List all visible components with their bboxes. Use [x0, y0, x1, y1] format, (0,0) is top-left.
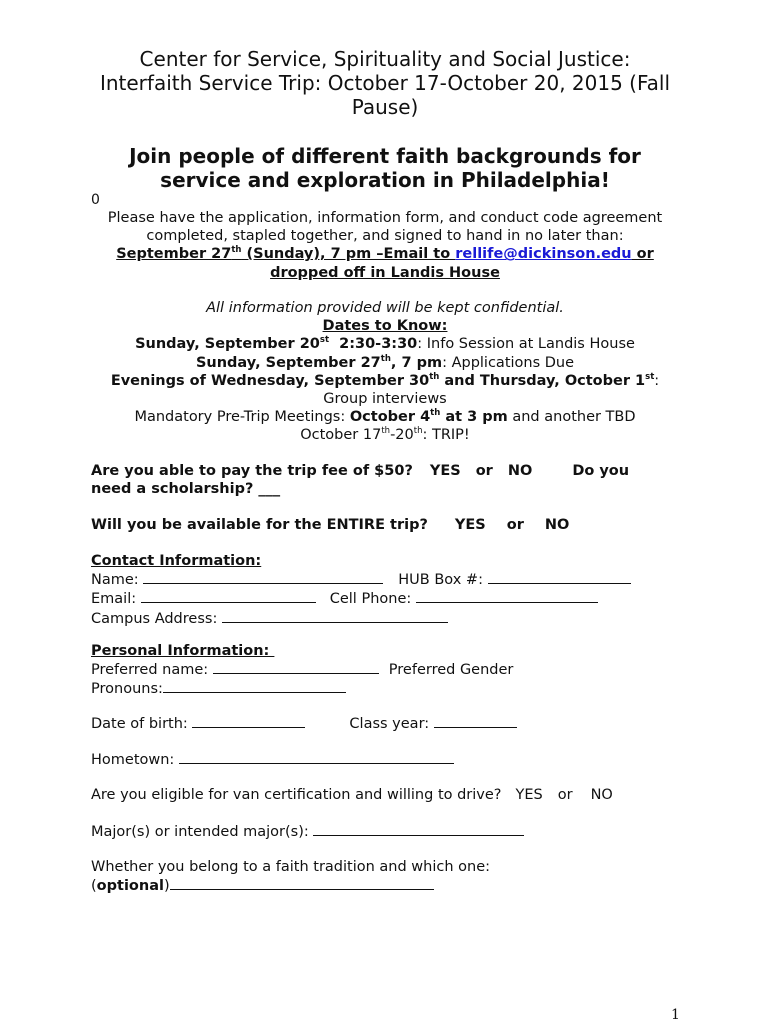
d1-desc: : Info Session at Landis House	[417, 336, 635, 353]
preferred-name-field[interactable]	[213, 660, 379, 674]
date-item-applications-due	[85, 354, 685, 372]
d4-sup: th	[430, 408, 441, 419]
hometown-label: Hometown:	[91, 752, 179, 768]
cell-phone-label: Cell Phone:	[329, 591, 416, 608]
van-no-option[interactable]: NO	[590, 787, 613, 803]
name-field[interactable]	[143, 570, 383, 584]
van-or-text: or	[557, 787, 573, 803]
van-question-text: Are you eligible for van certification and willing to drive?	[91, 787, 502, 803]
d2-time: , 7 pm	[390, 354, 443, 371]
deadline-sup: th	[231, 245, 242, 256]
name-row	[91, 570, 691, 589]
personal-section	[91, 642, 691, 699]
dropoff-line	[85, 264, 685, 282]
hometown-row	[91, 750, 691, 769]
major-label: Major(s) or intended major(s):	[91, 824, 314, 840]
fee-or-text: or	[475, 463, 493, 479]
hub-box-field[interactable]	[488, 570, 631, 584]
availability-or-text: or	[506, 517, 524, 533]
preferred-name-label: Preferred name:	[91, 662, 213, 679]
optional-close: )	[163, 878, 170, 895]
pronouns-row	[91, 679, 691, 698]
date-item-info-session	[85, 335, 685, 353]
date-item-interviews	[85, 372, 685, 390]
d5-b: -20	[390, 427, 414, 444]
availability-question	[91, 516, 691, 534]
deadline-rest: (Sunday), 7 pm –Email to	[241, 246, 456, 263]
instructions-line-1: Please have the application, information form, and conduct code agreement	[107, 210, 663, 226]
faith-question-text: Whether you belong to a faith tradition and which one:	[91, 859, 491, 875]
d3-b: and Thursday, October 1	[439, 372, 646, 389]
class-year-field[interactable]	[434, 714, 517, 728]
name-label: Name:	[91, 572, 144, 589]
dates-heading	[85, 317, 685, 335]
d1-time: 2:30-3:30	[329, 336, 418, 353]
title-line-2: Interfaith Service Trip: October 17-October 20, 2015 (Fall	[99, 71, 671, 95]
d4-d: and another TBD	[507, 409, 636, 426]
headline-line-2: service and exploration in Philadelphia!	[160, 168, 610, 192]
fee-question-line-1	[91, 462, 691, 480]
availability-yes-option[interactable]: YES	[454, 517, 486, 533]
email-link[interactable]: rellife@dickinson.edu	[455, 246, 632, 263]
d5-sup2: th	[413, 426, 423, 437]
campus-address-field[interactable]	[222, 609, 448, 623]
hometown-field[interactable]	[179, 750, 454, 764]
d3-sup2: st	[645, 371, 655, 382]
email-field[interactable]	[141, 589, 316, 603]
optional-label: optional	[96, 878, 164, 895]
scholarship-question-text: Do you	[572, 463, 630, 479]
d5-a: October 17	[300, 427, 382, 444]
major-row	[91, 822, 691, 841]
date-item-pretrip	[85, 408, 685, 426]
contact-heading: Contact Information:	[91, 553, 262, 569]
pronouns-label: Pronouns:	[91, 681, 163, 698]
scholarship-question-line-2[interactable]: need a scholarship? ___	[91, 481, 281, 498]
d5-c: : TRIP!	[422, 427, 470, 444]
deadline-date: September 27	[116, 246, 232, 263]
dob-label: Date of birth:	[91, 716, 193, 732]
preferred-name-row	[91, 660, 691, 679]
dates-section	[85, 299, 685, 445]
van-question	[91, 786, 691, 804]
instructions-line-2: completed, stapled together, and signed to hand in no later than:	[146, 228, 624, 245]
dropoff-text: dropped off in Landis House	[270, 264, 500, 281]
fee-question-text: Are you able to pay the trip fee of $50?	[91, 463, 413, 479]
d3-c: :	[654, 372, 660, 389]
d1-sup: st	[319, 335, 330, 346]
d4-c: at 3 pm	[440, 409, 508, 426]
headline-line-1: Join people of different faith backgrounds for	[129, 144, 641, 168]
major-field[interactable]	[313, 822, 524, 836]
d2-date: Sunday, September 27	[195, 354, 381, 371]
date-item-trip	[85, 426, 685, 444]
van-yes-option[interactable]: YES	[515, 787, 543, 803]
title-line-3: Pause)	[351, 95, 419, 119]
fee-question	[91, 462, 691, 498]
availability-question-text: Will you be available for the ENTIRE trip?	[91, 517, 428, 533]
hub-box-label: HUB Box #:	[398, 572, 488, 589]
form-title	[80, 47, 690, 119]
title-line-1: Center for Service, Spirituality and Social Justice:	[139, 47, 631, 71]
availability-no-option[interactable]: NO	[544, 517, 570, 533]
page-number: 1	[671, 1007, 680, 1023]
pronouns-field[interactable]	[163, 679, 346, 693]
d3-a: Evenings of Wednesday, September 30	[110, 372, 430, 389]
instructions	[85, 209, 685, 282]
headline	[80, 144, 690, 192]
fee-no-option[interactable]: NO	[507, 463, 533, 479]
dob-field[interactable]	[192, 714, 305, 728]
cell-phone-field[interactable]	[416, 589, 598, 603]
preferred-gender-label: Preferred Gender	[388, 662, 514, 679]
stray-zero: 0	[91, 192, 100, 208]
campus-address-row	[91, 609, 691, 628]
campus-address-label: Campus Address:	[91, 610, 222, 627]
d3-sup1: th	[429, 371, 440, 382]
email-label: Email:	[91, 591, 141, 608]
deadline-line	[85, 245, 685, 263]
faith-optional-row	[91, 876, 691, 895]
fee-yes-option[interactable]: YES	[429, 463, 461, 479]
confidential-note: All information provided will be kept confidential.	[206, 300, 564, 316]
personal-heading: Personal Information:	[91, 643, 275, 659]
email-row	[91, 589, 691, 608]
date-item-interviews-desc: Group interviews	[323, 391, 447, 408]
faith-field[interactable]	[170, 876, 434, 890]
deadline-or: or	[631, 246, 654, 263]
contact-section	[91, 552, 691, 628]
d2-sup: th	[380, 353, 391, 364]
d4-b: October 4	[349, 409, 431, 426]
d1-date: Sunday, September 20	[135, 336, 320, 353]
dob-class-row	[91, 714, 691, 733]
d4-a: Mandatory Pre-Trip Meetings:	[134, 409, 350, 426]
class-year-label: Class year:	[349, 716, 434, 732]
optional-open: (	[91, 878, 97, 895]
faith-question	[91, 858, 691, 895]
d2-desc: : Applications Due	[442, 354, 575, 371]
dates-heading-text: Dates to Know:	[322, 318, 448, 335]
d5-sup1: th	[381, 426, 391, 437]
